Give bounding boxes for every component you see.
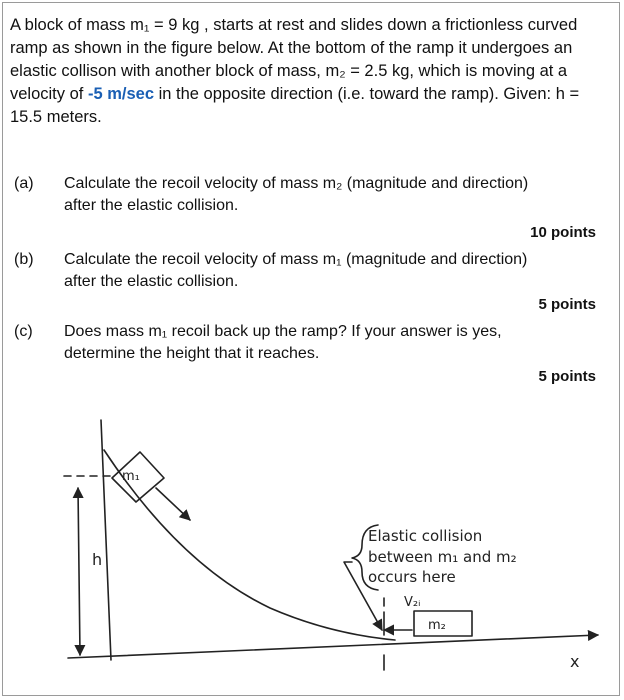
velocity-label: V₂ᵢ [404, 595, 421, 610]
intro-part1: A block of mass m₁ = 9 kg , starts at rest and slides down a frictionless curved ramp as shown in the figure below. At the bottom of the ramp it undergoes an elastic collison with another block of mass, m₂ = 2.5 kg, which is moving at a velocity of [10, 16, 578, 103]
question-b-label: (b) [14, 251, 34, 268]
height-label: h [92, 550, 103, 569]
question-b-line2: after the elastic collision. [64, 273, 239, 290]
x-axis-label: x [570, 652, 580, 671]
question-a-line2: after the elastic collision. [64, 197, 239, 214]
note-line2: between m₁ and m₂ [368, 548, 517, 566]
question-c-points: 5 points [538, 368, 596, 385]
question-c-line1: Does mass m₁ recoil back up the ramp? If your answer is yes, [64, 323, 502, 340]
question-c-label: (c) [14, 323, 33, 340]
ramp-wall [101, 420, 111, 660]
height-arrow [78, 488, 80, 655]
question-a-line1: Calculate the recoil velocity of mass m₂ (magnitude and direction) [64, 175, 529, 192]
ramp-curve [104, 450, 395, 640]
note-line1: Elastic collision [368, 527, 483, 545]
question-b-points: 5 points [538, 296, 596, 313]
question-a-label: (a) [14, 175, 34, 192]
ground-line [68, 635, 598, 658]
velocity-value: -5 m/sec [87, 85, 154, 103]
m1-label: m₁ [122, 469, 140, 484]
m1-motion-arrow [156, 488, 190, 520]
intro-part2: in the opposite direction (i.e. toward the ramp). Given: h = 15.5 meters. [10, 85, 580, 126]
question-c-line2: determine the height that it reaches. [64, 345, 320, 362]
m2-label: m₂ [428, 618, 446, 633]
question-b-line1: Calculate the recoil velocity of mass m₁ (magnitude and direction) [64, 251, 528, 268]
note-line3: occurs here [368, 568, 456, 586]
question-a-points: 10 points [530, 224, 596, 241]
